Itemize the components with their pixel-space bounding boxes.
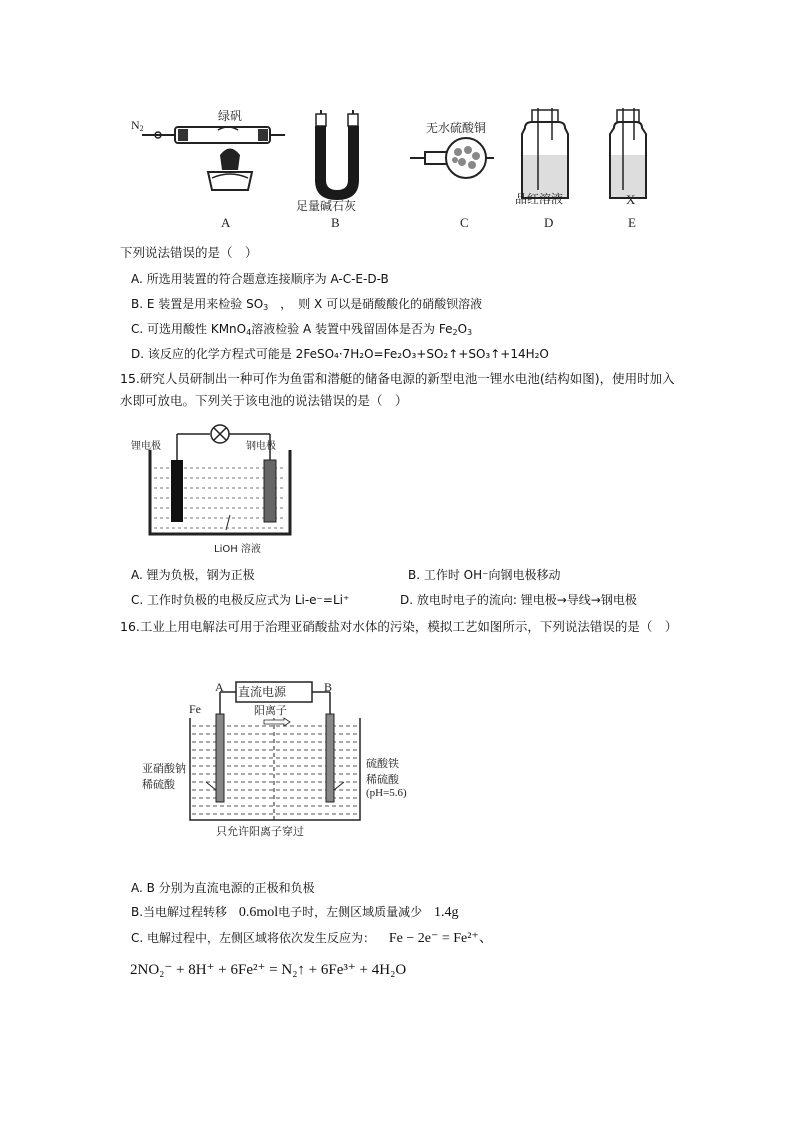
letter-c: C: [460, 215, 469, 230]
q15-stem: 15.研究人员研制出一种可作为鱼雷和潜艇的储备电源的新型电池一锂水电池(结构如图)，使用时加入水即可放电。下列关于该电池的说法错误的是（ ）: [120, 371, 675, 408]
q14-stem: 下列说法错误的是（ ）: [120, 245, 258, 260]
q16-label-b: B: [324, 680, 333, 694]
q14-option-d: D. 该反应的化学方程式可能是 2FeSO₄·7H₂O=Fe₂O₃+SO₂↑+SO₃↑+14H₂O: [131, 347, 549, 361]
q16-electrolysis-figure: [180, 678, 380, 828]
letter-a: A: [221, 215, 231, 230]
label-e-caption: X: [626, 192, 636, 207]
letter-b: B: [331, 215, 340, 230]
q16-left-solution-1: 亚硝酸钠: [142, 762, 186, 775]
label-c-caption: 无水硫酸铜: [426, 121, 487, 135]
apparatus-c-drying-tube: [410, 138, 494, 178]
q16-option-b: B.当电解过程转移 0.6mol电子时，左侧区域质量减少 1.4g: [131, 905, 459, 920]
apparatus-d-bottle: [522, 108, 568, 198]
q16-left-solution-2: 稀硫酸: [142, 778, 175, 791]
q16-right-solution-2: 稀硫酸: [366, 773, 399, 786]
q16-membrane-label: 只允许阳离子穿过: [216, 825, 304, 838]
q15-option-d: D. 放电时电子的流向: 锂电极→导线→钢电极: [400, 593, 637, 607]
q16-label-fe: Fe: [189, 702, 201, 716]
q16-right-solution-3: (pH=5.6): [366, 787, 407, 799]
q16-stem: 16.工业上用电解法可用于治理亚硝酸盐对水体的污染，模拟工艺如图所示，下列说法错误的是（ ）: [120, 619, 678, 634]
q16-power-label: 直流电源: [238, 685, 287, 699]
q16-label-a: A: [215, 680, 224, 694]
q16-right-solution-1: 硫酸铁: [366, 757, 399, 770]
q15-left-electrode: 锂电极: [131, 441, 161, 452]
label-lufan: 绿矾: [218, 109, 243, 123]
q15-right-electrode: 钢电极: [246, 441, 276, 452]
q15-solution-label: LiOH 溶液: [214, 544, 261, 555]
q16-option-c: C. 电解过程中，左侧区域将依次发生反应为： Fe − 2e⁻ = Fe²⁺、: [131, 931, 493, 946]
q14-option-b: B. E 装置是用来检验 $SO_3$ ， 则 X 可以是硝酸酸化的硝酸钡溶液: [131, 297, 483, 312]
q15-option-c: C. 工作时负极的电极反应式为 Li-e⁻=Li⁺: [131, 593, 350, 607]
label-n2: $N_2$: [131, 118, 144, 133]
apparatus-e-bottle: [610, 108, 646, 198]
apparatus-a: [142, 127, 285, 190]
q15-option-b: B. 工作时 OH⁻向钢电极移动: [408, 568, 561, 582]
letter-e: E: [628, 215, 636, 230]
q16-cation-label: 阳离子: [254, 704, 287, 717]
q14-option-c: C. 可选用酸性 KMnO$_4$溶液检验 A 装置中残留固体是否为 $Fe_2O_3$: [131, 322, 473, 337]
q16-option-a: A. B 分别为直流电源的正极和负极: [131, 881, 315, 895]
q15-option-a: A. 锂为负极，钢为正极: [131, 568, 255, 582]
apparatus-figure: [120, 100, 680, 235]
q16-option-c-equation: 2NO₂⁻ + 8H⁺ + 6Fe²⁺ = N₂↑ + 6Fe³⁺ + 4H₂O: [130, 962, 407, 978]
label-d-caption: 品红溶液: [515, 192, 564, 206]
apparatus-b-u-tube: [315, 110, 359, 200]
q14-option-a: A. 所选用装置的符合题意连接顺序为 A-C-E-D-B: [131, 272, 389, 286]
letter-d: D: [544, 215, 554, 230]
label-b-caption: 足量碱石灰: [296, 199, 357, 213]
